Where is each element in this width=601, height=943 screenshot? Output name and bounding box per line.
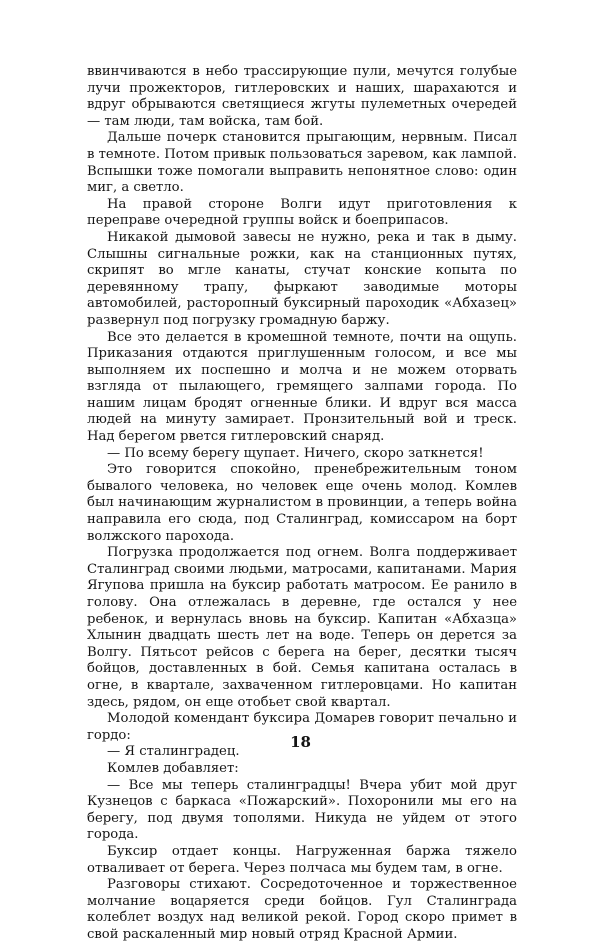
paragraph: На правой стороне Волги идут приготовления к переправе очередной группы войск и боеприпасов. bbox=[87, 196, 517, 229]
paragraph: Разговоры стихают. Сосредоточенное и торжественное молчание воцаряется среди бойцов. Гул Сталинграда колеблет воздух над великой рекой. Город скоро примет в свой раскаленный мир новый отряд Красной Армии. bbox=[87, 877, 517, 942]
paragraph: ввинчиваются в небо трассирующие пули, мечутся голубые лучи прожекторов, гитлеровских и наших, шарахаются и вдруг обрываются светящиеся жгуты пулеметных очередей — там люди, там войска, там бой. bbox=[87, 64, 517, 129]
paragraph: — Все мы теперь сталинградцы! Вчера убит мой друг Кузнецов с баркаса «Пожарский». Похоронили мы его на берегу, под двумя тополями. Никуда не уйдем от этого города. bbox=[87, 777, 517, 843]
paragraph: Молодой комендант буксира Домарев говорит печально и гордо: bbox=[87, 711, 517, 743]
paragraph: — По всему берегу щупает. Ничего, скоро заткнется! bbox=[107, 445, 484, 461]
paragraph: Погрузка продолжается под огнем. Волга поддерживает Сталинград своими людьми, матросами, капитанами. Мария Ягупова пришла на буксир работать матросом. Ее ранило в голову. Она отлежалась в деревне, где остался у нее ребенок, и вернулась вновь на буксир. Капитан «Абхазца» Хлынин двадцать шесть лет на воде. Теперь он дерется за Волгу. Пятьсот рейсов с берега на берег, десятки тысяч бойцов, доставленных в бой. Семья капитана осталась в огне, в квартале, захваченном гитлеровцами. Но капитан здесь, рядом, он еще отобьет свой квартал. bbox=[87, 545, 517, 710]
paragraph: Все это делается в кромешной темноте, почти на ощупь. Приказания отдаются приглушенным голосом, и все мы выполняем их поспешно и молча и не можем оторвать взгляда от пылающего, гремящего залпами города. По нашим лицам бродят огненные блики. И вдруг вся масса людей на минуту замирает. Пронзительный вой и треск. Над берегом рвется гитлеровский снаряд. bbox=[87, 329, 517, 445]
paragraph: Это говорится спокойно, пренебрежительным тоном бывалого человека, но человек еще очень молод. Комлев был начинающим журналистом в провинции, а теперь война направила его сюда, под Сталинград, комиссаром на борт волжского парохода. bbox=[87, 462, 517, 544]
paragraph: Дальше почерк становится прыгающим, нервным. Писал в темноте. Потом привык пользоваться заревом, как лампой. Вспышки тоже помогали выправить непонятное слово: один миг, а светло. bbox=[87, 130, 517, 196]
paragraph: Никакой дымовой завесы не нужно, река и так в дыму. Слышны сигнальные рожки, как на станционных путях, скрипят во мгле канаты, стучат конские копыта по деревянному трапу, фыркают заводимые моторы автомобилей, расторопный буксирный пароходик «Абхазец» развернул под погрузку громадную баржу. bbox=[87, 229, 517, 328]
paragraph: Комлев добавляет: bbox=[107, 760, 239, 776]
body-text bbox=[87, 64, 517, 943]
paragraph: Буксир отдает концы. Нагруженная баржа тяжело отваливает от берега. Через полчаса мы будем там, в огне. bbox=[87, 843, 517, 876]
page-number: 18 bbox=[290, 733, 311, 751]
paragraph: — Я сталинградец. bbox=[107, 744, 240, 760]
